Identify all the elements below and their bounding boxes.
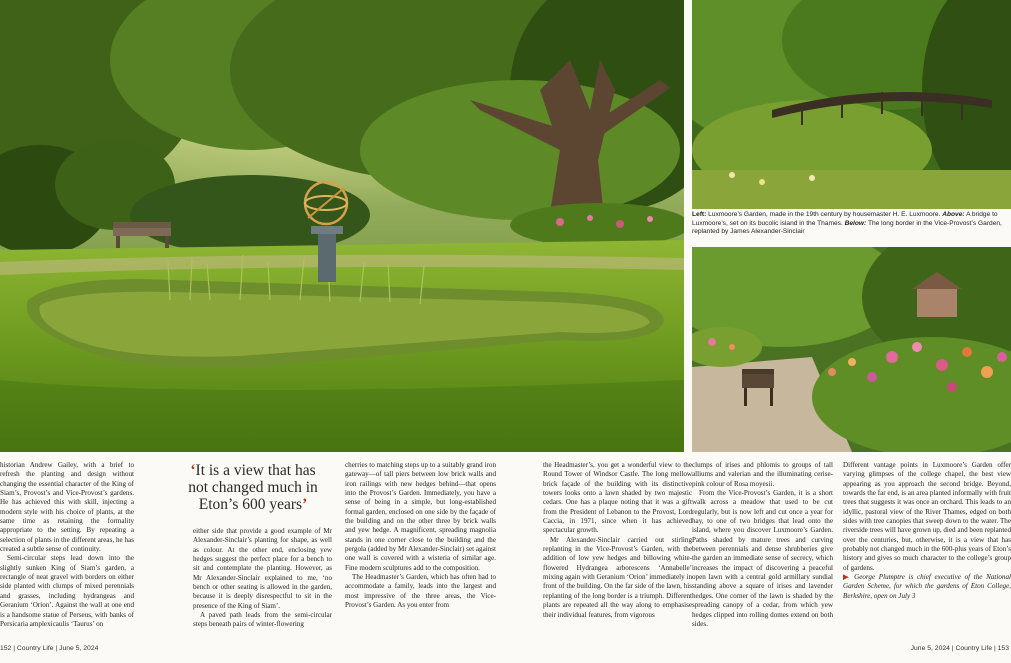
paragraph: From the Vice-Provost’s Garden, it is a short walk across a meadow that used to be cut regularly, but is now left and cut once a year for hay, to one of two bridges that lead onto the island, where you discover Luxmoore’s Garden. Paths shaded by mature trees and curving between perennials and dense shrubberies give the garden an immediate sense of secrecy, which increases the impact of discovering a peaceful open lawn with a central gold armillary sundial standing above a square of irises and lavender hedges. One corner of the lawn is shaded by the spreading canopy of a cedar, from which yew hedges clipped into rolling domes extend on both sides. [692, 489, 833, 628]
bridge-island-image [692, 0, 1011, 209]
author-signoff: George Plumptre is chief executive of the National Garden Scheme, for which the gardens of Eton College, Berkshire, open on July 3 [843, 573, 1011, 600]
paragraph: Different vantage points in Luxmoore’s Garden offer varying glimpses of the college chapel, the best view appearing as you approach the second bridge. Beyond, towards the far end, is an area planted informally with fruit trees that suggests it was once an orchard. This leads to an idyllic, pastoral view of the River Thames, edged on both sides with tree canopies that sweep down to the water. The riverside trees will have grown up, died and been replanted over the centuries, but, otherwise, it is a view that has probably not changed much in the 600-plus years of Eton’s history and gives so much character to the college’s group of gardens. [843, 461, 1011, 572]
paragraph: Mr Alexander-Sinclair carried out stirling replanting in the Vice-Provost’s Garden, with the addition of low yew hedges and billowing white-flowered Hydrangea arborescens ‘Annabelle’ mixing again with Geranium ‘Orion’ immediately in front of the building. On the far side of the lawn, his replanting of the long border is a triumph. Different plants are repeated all the way along to emphasise their individual features, from vigorous [543, 535, 692, 619]
body-column-1 [0, 461, 134, 641]
paragraph: The Headmaster’s Garden, which has often had to accommodate a family, leads into the largest and most impressive of the three areas, the Vice-Provost’s Garden. As you enter from [345, 573, 496, 610]
paragraph: clumps of irises and phlomis to groups of tall alliums and valerian and the illuminating cerise-pink colour of Rosa moyesii. [692, 461, 833, 488]
garden-lawn-sundial-image [0, 0, 684, 452]
photo-bridge-to-luxmoores [692, 0, 1011, 209]
caption-above-text: A bridge to Luxmoore’s, set on its bucolic island in the Thames. [692, 211, 998, 227]
quote-close-mark: ’ [302, 496, 308, 513]
body-column-3 [345, 461, 496, 641]
paragraph: Semi-circular steps lead down into the slightly sunken King of Siam’s garden, a rectangle of neat gravel with borders on either side planted with clumps of mixed perennials and grasses, including hydrangeas and Geranium ‘Orion’. Against the wall at one end is a handsome statue of Perseus, with banks of Persicaria amplexicaulis ‘Taurus’ on [0, 554, 134, 628]
body-column-6 [843, 461, 1011, 641]
quote-open-mark: ‘ [190, 462, 196, 479]
long-border-image [692, 247, 1011, 452]
caption-below-text: The long border in the Vice-Provost’s Garden, replanted by James Alexander-Sinclair [692, 219, 1002, 236]
caption-left-text: Luxmoore’s Garden, made in the 19th century by housemaster H. E. Luxmoore. [708, 211, 941, 218]
body-column-4 [543, 461, 692, 641]
pull-quote-text: It is a view that has not changed much in Eton’s 600 years [188, 462, 318, 513]
caption-above-label: Above: [942, 211, 965, 218]
body-column-5 [692, 461, 833, 641]
paragraph: either side that provide a good example of Mr Alexander-Sinclair’s planting for shape, as well as colour. At the other end, enclosing yew hedges suggest the perfect place for a bench to sit and contemplate the planting. However, as Mr Alexander-Sinclair explained to me, ‘no bench or other seating is allowed in the garden, because it is deeply disrespectful to sit in the presence of the King of Siam’. [193, 527, 332, 610]
paragraph: historian Andrew Gailey, with a brief to refresh the planting and design without changing the essential character of the King of Siam’s, Provost’s and Vice-Provost’s gardens. He has achieved this with skill, injecting a modern style with his choice of plants, at the same time as retaining the formality appropriate to the setting. By repeating a selection of plants in the different areas, he has created a subtle sense of continuity. [0, 461, 134, 554]
photo-luxmoores-garden [0, 0, 684, 452]
folio-left: 152 | Country Life | June 5, 2024 [0, 645, 99, 652]
body-column-2 [193, 527, 332, 641]
paragraph: the Headmaster’s, you get a wonderful view to the Round Tower of Windsor Castle. The long mellow brick façade of the building with its distinctive towers looks onto a lawn shaded by two majestic cedars. One has a plaque noting that it was a gift from the President of Lebanon to the Provost, Lord Caccia, in 1971, since when it has achieved spectacular growth. [543, 461, 692, 535]
end-mark: ▶ [843, 573, 851, 582]
caption-below-label: Below: [844, 219, 867, 227]
paragraph: A paved path leads from the semi-circular steps beneath pairs of winter-flowering [193, 611, 332, 629]
folio-right: June 5, 2024 | Country Life | 153 [910, 645, 1009, 652]
pull-quote [183, 462, 323, 513]
paragraph: cherries to matching steps up to a suitably grand iron gateway—of tall piers between low brick walls and iron railings with new hedges behind—that opens into the Provost’s Garden. Immediately, you have a sense of being in a simple, but long-established formal garden, enclosed on one side by the façade of the building and on the other three by brick walls and yew hedge. A magnificent, spreading magnolia stands in one corner close to the building and the pergola (added by Mr Alexander-Sinclair) set against one wall is covered with a wisteria of similar age. Fine modern sculptures add to the composition. [345, 461, 496, 572]
photo-long-border [692, 247, 1011, 452]
caption-left-label: Left: [692, 211, 707, 218]
photo-caption [692, 211, 1010, 237]
